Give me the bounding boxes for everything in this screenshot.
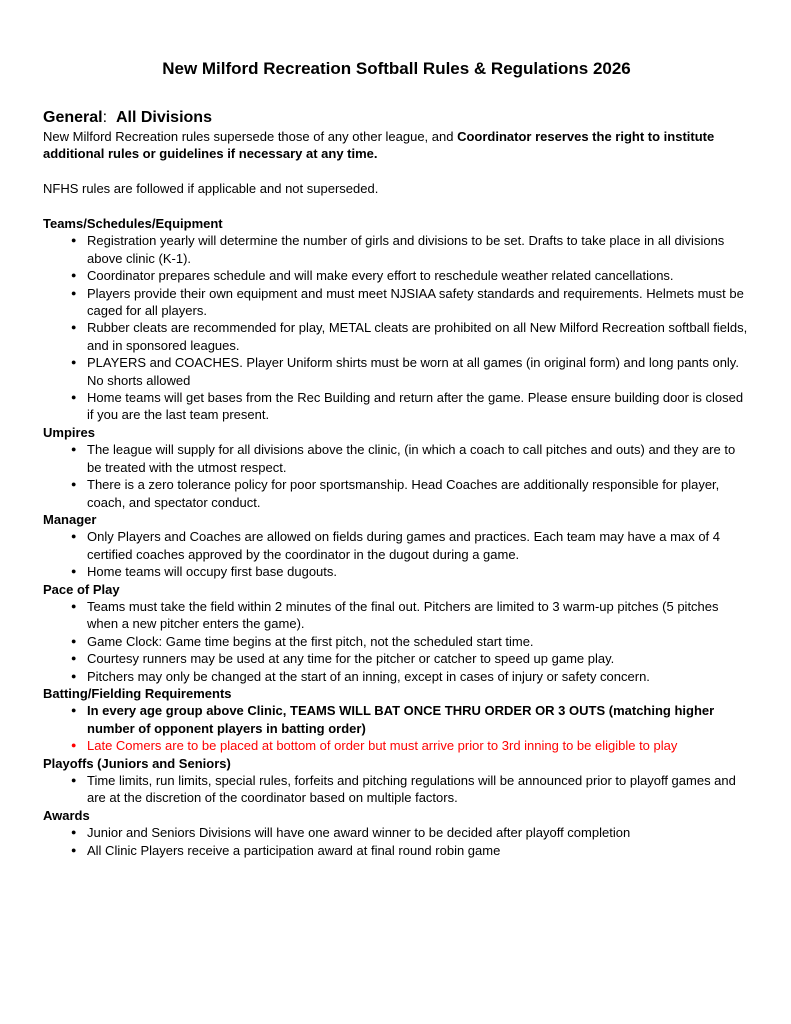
bullet-icon: ●	[71, 566, 77, 577]
section-bullet-list	[43, 441, 750, 511]
rule-bullet-item	[43, 668, 750, 685]
bullet-icon: ●	[71, 775, 77, 785]
document-title: New Milford Recreation Softball Rules & Regulations 2026	[162, 59, 631, 78]
rule-bullet-item	[43, 528, 750, 563]
rule-bullet-item	[43, 772, 750, 807]
rule-text: Game Clock: Game time begins at the first pitch, not the scheduled start time.	[87, 633, 534, 649]
intro-text-bold: Coordinator reserves the right to institute additional rules or guidelines if necessary at any time.	[43, 129, 715, 162]
rule-text: Time limits, run limits, special rules, forfeits and pitching regulations will be announced prior to playoff games and are at the discretion of the coordinator based on multiple factors.	[87, 773, 736, 806]
bullet-icon: ●	[71, 600, 77, 611]
general-heading	[43, 108, 750, 128]
rule-text: All Clinic Players receive a participation award at final round robin game	[87, 842, 501, 858]
bullet-icon: ●	[71, 322, 77, 333]
section-bullet-list	[43, 598, 750, 685]
general-heading-lead: General	[43, 109, 103, 126]
bullet-icon: ●	[71, 531, 77, 542]
rule-bullet-item	[43, 842, 750, 859]
rule-text: Home teams will get bases from the Rec Building and return after the game. Please ensure building door is closed if you are the last team present.	[87, 390, 744, 423]
rule-text: Late Comers are to be placed at bottom of order but must arrive prior to 3rd inning to be eligible to play	[87, 738, 678, 754]
rule-text: The league will supply for all divisions above the clinic, (in which a coach to call pitches and outs) and they are to be treated with the utmost respect.	[87, 442, 736, 475]
section-heading: Awards	[43, 807, 90, 823]
bullet-icon: ●	[71, 235, 77, 246]
bullet-icon: ●	[71, 444, 77, 455]
rule-text: Players provide their own equipment and must meet NJSIAA safety standards and requirements. Helmets must be caged for all players.	[87, 285, 744, 319]
rule-text: PLAYERS and COACHES. Player Uniform shirts must be worn at all games (in original form) and long pants only. No shorts allowed	[87, 355, 739, 388]
rule-bullet-item	[43, 354, 750, 389]
intro-paragraph	[43, 180, 750, 197]
bullet-icon: ●	[71, 827, 77, 838]
section-bullet-list	[43, 772, 750, 807]
rule-text: Registration yearly will determine the number of girls and divisions to be set. Drafts to take place in all divisions above clinic (K-1).	[87, 233, 725, 266]
section-heading: Manager	[43, 511, 97, 527]
general-heading-rest: All Divisions	[115, 109, 212, 126]
rule-bullet-item	[43, 476, 750, 511]
section-heading: Umpires	[43, 424, 96, 440]
rules-sections	[43, 215, 750, 859]
bullet-icon: ●	[71, 740, 77, 751]
intro-text: New Milford Recreation rules supersede those of any other league, and	[43, 129, 458, 144]
blank-line	[43, 198, 750, 215]
section-bullet-list	[43, 824, 750, 859]
rule-text: Courtesy runners may be used at any time for the pitcher or catcher to speed up game play.	[87, 651, 615, 667]
rule-text: Rubber cleats are recommended for play, METAL cleats are prohibited on all New Milford Recreation softball fields, and in sponsored leagues.	[87, 320, 748, 353]
rule-text: Teams must take the field within 2 minutes of the final out. Pitchers are limited to 3 warm-up pitches (5 pitches when a new pitcher enters the game).	[87, 598, 719, 632]
intro-paragraphs	[43, 128, 750, 215]
general-heading-separator: :	[102, 109, 116, 126]
section-heading: Playoffs (Juniors and Seniors)	[43, 755, 231, 771]
rule-text: Only Players and Coaches are allowed on fields during games and practices. Each team may have a max of 4 certified coaches approved by the coordinator in the dugout during a game.	[87, 529, 721, 562]
section-heading: Pace of Play	[43, 581, 120, 597]
rule-bullet-item	[43, 737, 750, 754]
rule-text: Coordinator prepares schedule and will make every effort to reschedule weather related cancellations.	[87, 268, 674, 284]
bullet-icon: ●	[71, 479, 77, 490]
bullet-icon: ●	[71, 287, 77, 298]
blank-line	[43, 163, 750, 180]
section-bullet-list	[43, 232, 750, 423]
bullet-icon: ●	[71, 392, 77, 403]
bullet-icon: ●	[71, 670, 77, 681]
rule-bullet-item	[43, 389, 750, 424]
bullet-icon: ●	[71, 357, 77, 368]
rule-bullet-item	[43, 232, 750, 267]
rule-bullet-item	[43, 267, 750, 284]
rule-text: In every age group above Clinic, TEAMS WILL BAT ONCE THRU ORDER OR 3 OUTS (matching higher number of opponent players in batting order)	[87, 703, 715, 736]
rule-bullet-item	[43, 824, 750, 841]
bullet-icon: ●	[71, 635, 77, 646]
bullet-icon: ●	[71, 653, 77, 664]
rule-bullet-item	[43, 563, 750, 580]
rule-bullet-item	[43, 319, 750, 354]
section-heading: Batting/Fielding Requirements	[43, 685, 232, 701]
intro-paragraph	[43, 128, 750, 163]
bullet-icon: ●	[71, 705, 77, 716]
section-bullet-list	[43, 528, 750, 580]
rule-bullet-item	[43, 285, 750, 320]
rule-bullet-item	[43, 650, 750, 667]
rule-bullet-item	[43, 598, 750, 633]
rule-bullet-item	[43, 441, 750, 476]
rule-text: Pitchers may only be changed at the start of an inning, except in cases of injury or safety concern.	[87, 668, 650, 684]
rule-bullet-item	[43, 702, 750, 737]
section-heading: Teams/Schedules/Equipment	[43, 216, 223, 231]
rule-text: There is a zero tolerance policy for poor sportsmanship. Head Coaches are additionally responsible for player, coach, and spectator conduct.	[87, 477, 720, 510]
bullet-icon: ●	[71, 270, 77, 281]
section-bullet-list	[43, 702, 750, 754]
bullet-icon: ●	[71, 844, 77, 855]
rule-text: Junior and Seniors Divisions will have one award winner to be decided after playoff completion	[87, 825, 631, 841]
rule-text: Home teams will occupy first base dugouts.	[87, 564, 337, 580]
intro-text: NFHS rules are followed if applicable and not superseded.	[43, 181, 379, 197]
rule-bullet-item	[43, 633, 750, 650]
